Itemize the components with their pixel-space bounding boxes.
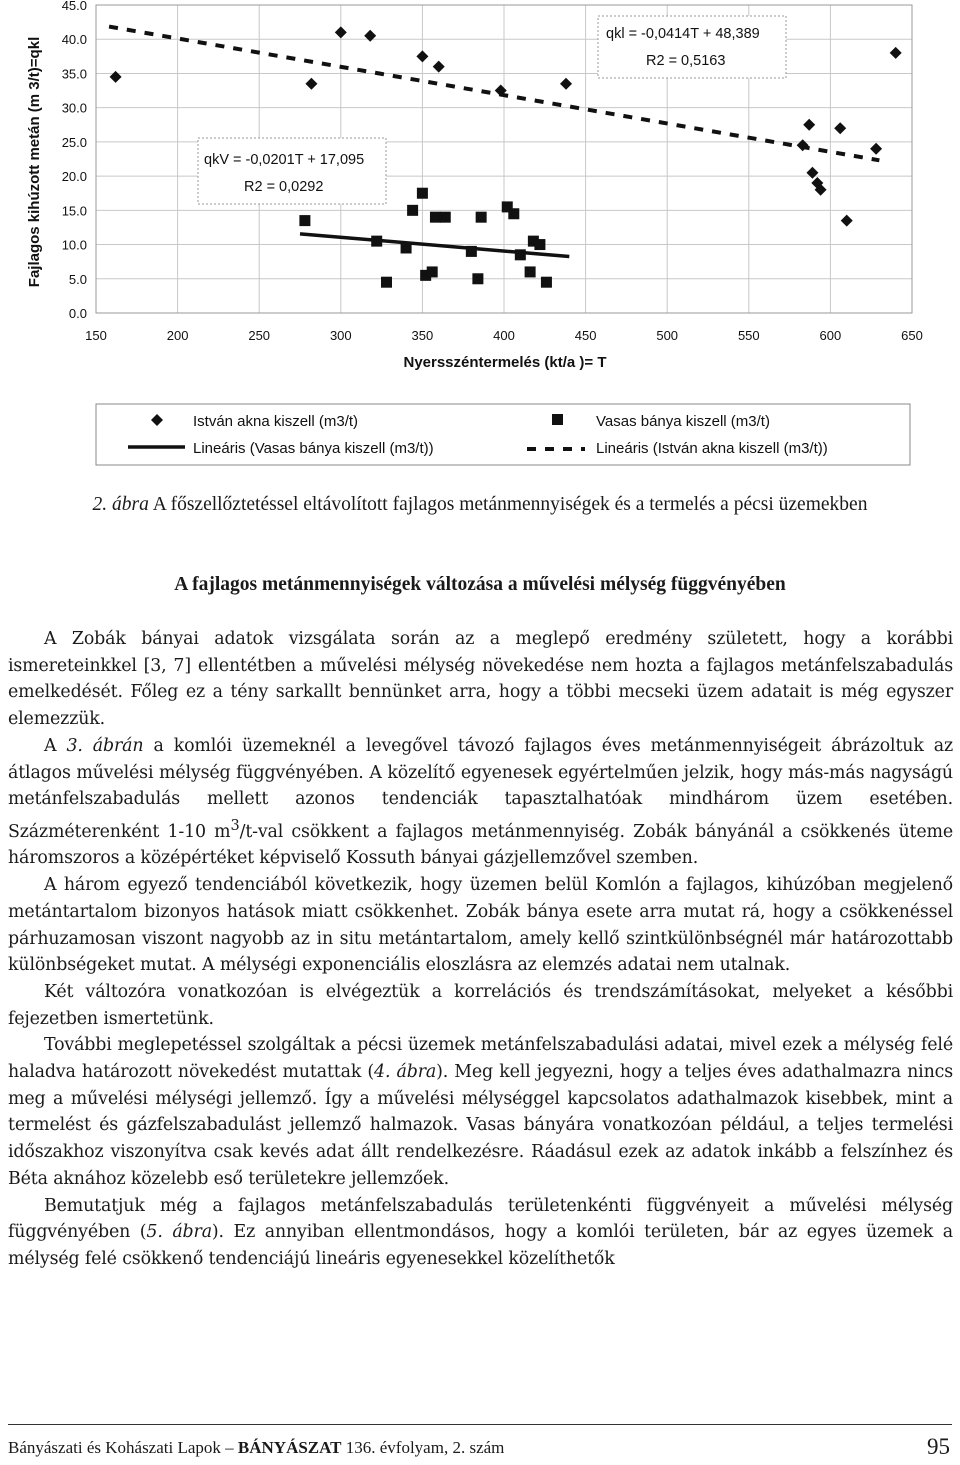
y-axis-label: Fajlagos kihúzott metán (m 3/t)=qkl	[26, 36, 43, 288]
x-tick-label: 400	[493, 328, 515, 343]
paragraph-text: Bemutatjuk még a fajlagos metánfelszabadulás területenkénti függvényeit a művelési mélység függvényében (	[8, 1195, 953, 1243]
data-point-vasas	[299, 215, 310, 226]
data-point-istvan	[433, 61, 445, 73]
page-number: 95	[927, 1434, 950, 1459]
x-axis-label: Nyersszéntermelés (kt/a )= T	[403, 354, 607, 371]
r2-vasas: R2 = 0,0292	[244, 179, 324, 195]
data-point-istvan	[560, 78, 572, 90]
data-point-vasas	[541, 277, 552, 288]
figure-chart	[0, 0, 960, 480]
x-tick-label: 150	[85, 328, 107, 343]
section-title: A fajlagos metánmennyiségek változása a művelési mélység függvényében	[174, 574, 786, 595]
y-tick-label: 10.0	[61, 237, 87, 253]
data-point-istvan	[841, 215, 853, 227]
footer-section: BÁNYÁSZAT	[237, 1438, 342, 1457]
equation-box-istvan	[598, 16, 786, 78]
data-point-vasas	[466, 246, 477, 257]
legend-label-linear-istvan: Lineáris (István akna kiszell (m3/t))	[596, 440, 828, 457]
paragraph	[8, 733, 953, 872]
x-tick-label: 550	[737, 328, 760, 343]
paragraph-text: A	[44, 735, 67, 756]
data-point-vasas	[417, 188, 428, 199]
data-point-istvan	[834, 122, 846, 134]
figure-caption-text: A főszellőztetéssel eltávolított fajlagos metánmennyiségek és a termelés a pécsi üzemekben	[152, 494, 868, 515]
chart-axes	[62, 0, 923, 343]
data-point-istvan	[364, 30, 376, 42]
data-point-vasas	[515, 249, 526, 260]
footer-journal: Bányászati és Kohászati Lapok –	[8, 1438, 238, 1457]
x-tick-label: 500	[656, 328, 679, 343]
legend-square-marker	[552, 414, 563, 425]
paragraph: A három egyező tendenciából következik, hogy üzemen belül Komlón a fajlagos, kihúzóban megjelenő metántartalom bizonyos hatások miatt csökkenhet. Zobák bánya esete arra mutat rá, hogy a csökkenéssel párhuzamosan viszont nagyobb az in situ metántartalom, amely kellő szintkülönbségnél már határozottabb különbségeket mutat. A mélységi exponenciális eloszlásra az elemzés adatai nem utalnak.	[8, 875, 953, 976]
chart-legend	[96, 404, 910, 465]
x-tick-label: 250	[248, 328, 271, 343]
data-point-vasas	[401, 242, 412, 253]
data-point-vasas	[430, 212, 441, 223]
data-point-istvan	[335, 26, 347, 38]
legend-label-vasas: Vasas bánya kiszell (m3/t)	[596, 413, 770, 430]
data-point-istvan	[806, 167, 818, 179]
footer-issue: 136. évfolyam, 2. szám	[341, 1438, 505, 1457]
y-tick-label: 5.0	[68, 271, 87, 287]
figure-reference: 5. ábra	[146, 1222, 212, 1243]
data-point-istvan	[416, 50, 428, 62]
legend-label-linear-vasas: Lineáris (Vasas bánya kiszell (m3/t))	[193, 440, 434, 457]
data-point-vasas	[525, 266, 536, 277]
equation-vasas: qkV = -0,0201T + 17,095	[204, 152, 365, 168]
paragraph	[8, 1193, 953, 1273]
paragraph-text: a komlói üzemeknél a levegővel távozó fajlagos éves metánmennyiségeit ábrázoltuk az átlagos művelési mélység függvényében. A közelítő egyenesek egyértelműen jelzik, hogy más-más nagyságú metánfelszabadulás mellett azonos tendenciák tapasztalhatóak mindhárom üzem esetében. Százméterenként 1-10 m	[8, 735, 953, 842]
paragraph: A Zobák bányai adatok vizsgálata során az a meglepő eredmény született, hogy a korábbi ismereteinkkel [3, 7] ellentétben a művelési mélység növekedése nem hozta a fajlagos metánfelszabadulás emelkedését. Főleg ez a tény sarkallt bennünket arra, hogy a többi mecseki üzem adatait is még egyszer elemezzük.	[8, 629, 953, 730]
x-tick-label: 450	[574, 328, 597, 343]
y-tick-label: 30.0	[61, 100, 87, 116]
data-point-vasas	[440, 212, 451, 223]
x-tick-label: 600	[819, 328, 842, 343]
x-tick-label: 350	[411, 328, 434, 343]
y-tick-label: 15.0	[61, 203, 87, 219]
figure-reference: 3. ábrán	[66, 735, 144, 756]
y-tick-label: 0.0	[68, 306, 87, 321]
data-point-vasas	[508, 208, 519, 219]
y-tick-label: 35.0	[61, 66, 87, 82]
data-point-istvan	[870, 143, 882, 155]
paragraph-text: ). Ez annyiban ellentmondásos, hogy a komlói területen, bár az egyes üzemek a mélység felé csökkenő tendenciájú lineáris egyenesekkel közelíthetők	[8, 1222, 953, 1269]
legend-label-istvan: István akna kiszell (m3/t)	[193, 413, 359, 430]
legend-diamond-marker	[151, 414, 163, 426]
paragraph-text: /t-val csökkent a fajlagos metánmennyiség. Zobák bányánál a csökkenés üteme háromszoros a középértéket képviselő Kossuth bányai gázjellemzővel szemben.	[8, 821, 953, 869]
paragraph-text: ). Meg kell jegyezni, hogy a teljes éves adathalmazra nincs meg a művelési mélységi jellemző. Így a művelési mélységgel kapcsolatos adathalmazok kisebbek, mint a termelést és gázfelszabadulást jellemző halmazok. Vasas bányára vonatkozóan például, a teljes termelési időszakhoz viszonyítva csak kevés adat állt rendelkezésre. Ráadásul ezek az adatok inkább a felszínhez és Béta aknához közelebb eső területekre jellemzőek.	[8, 1062, 953, 1189]
x-tick-label: 300	[329, 328, 352, 343]
equation-istvan: qkl = -0,0414T + 48,389	[606, 26, 760, 42]
data-point-istvan	[803, 119, 815, 131]
y-tick-label: 40.0	[61, 32, 87, 48]
data-point-istvan	[305, 78, 317, 90]
data-point-istvan	[890, 47, 902, 59]
paragraph	[8, 1032, 953, 1192]
data-point-vasas	[476, 212, 487, 223]
data-point-vasas	[427, 266, 438, 277]
r2-istvan: R2 = 0,5163	[646, 53, 726, 69]
data-point-vasas	[472, 273, 483, 284]
data-point-vasas	[407, 205, 418, 216]
data-point-vasas	[381, 277, 392, 288]
x-tick-label: 200	[166, 328, 189, 343]
data-point-vasas	[371, 236, 382, 247]
y-tick-label: 45.0	[61, 0, 87, 13]
body-text	[8, 626, 953, 1273]
paragraph-text: További meglepetéssel szolgáltak a pécsi üzemek metánfelszabadulási adatai, mivel ezek a mélység felé haladva határozott növekedést mutattak (	[8, 1035, 953, 1083]
data-point-istvan	[110, 71, 122, 83]
superscript: 3	[230, 817, 240, 834]
data-point-vasas	[534, 239, 545, 250]
figure-number: 2. ábra	[92, 494, 149, 515]
y-tick-label: 20.0	[61, 169, 87, 185]
paragraph: Két változóra vonatkozóan is elvégeztük a korrelációs és trendszámításokat, melyeket a későbbi fejezetben ismertetünk.	[8, 981, 953, 1029]
figure-caption	[0, 494, 960, 516]
footer	[8, 1438, 504, 1458]
y-tick-label: 25.0	[61, 134, 87, 150]
equation-box-vasas	[198, 138, 386, 204]
x-tick-label: 650	[901, 328, 923, 343]
footer-rule	[8, 1424, 952, 1425]
figure-reference: 4. ábra	[374, 1062, 437, 1083]
